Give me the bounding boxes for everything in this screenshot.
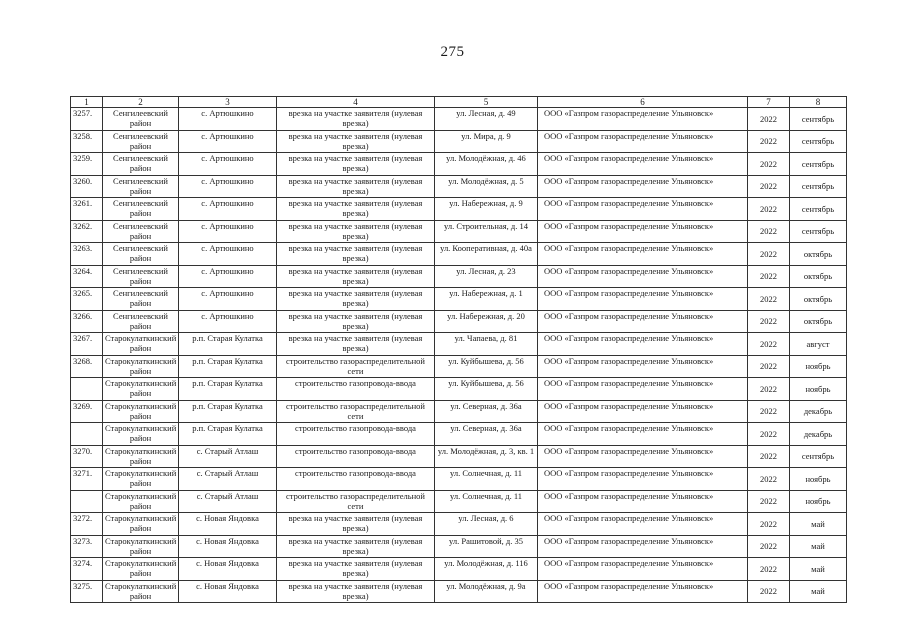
work-type-cell: строительство газопровода-ввода xyxy=(277,423,435,446)
district-cell: Сенгилеевский район xyxy=(103,130,179,153)
address-cell: ул. Солнечная, д. 11 xyxy=(435,468,538,491)
organization-cell: ООО «Газпром газораспределение Ульяновск» xyxy=(538,130,748,153)
organization-cell: ООО «Газпром газораспределение Ульяновск» xyxy=(538,333,748,356)
month-cell: сентябрь xyxy=(790,108,847,131)
month-cell: сентябрь xyxy=(790,130,847,153)
month-cell: сентябрь xyxy=(790,445,847,468)
work-type-cell: врезка на участке заявителя (нулевая врезка) xyxy=(277,175,435,198)
year-cell: 2022 xyxy=(748,288,790,311)
organization-cell: ООО «Газпром газораспределение Ульяновск» xyxy=(538,558,748,581)
organization-cell: ООО «Газпром газораспределение Ульяновск» xyxy=(538,108,748,131)
work-type-cell: строительство газораспределительной сети xyxy=(277,490,435,513)
settlement-cell: с. Артюшкино xyxy=(179,243,277,266)
table-row xyxy=(71,265,847,288)
table-row xyxy=(71,175,847,198)
district-cell: Старокулаткинский район xyxy=(103,468,179,491)
table-row xyxy=(71,535,847,558)
address-cell: ул. Молодёжная, д. 46 xyxy=(435,153,538,176)
page-number: 275 xyxy=(440,44,465,60)
table-row xyxy=(71,130,847,153)
year-cell: 2022 xyxy=(748,445,790,468)
work-type-cell: врезка на участке заявителя (нулевая врезка) xyxy=(277,558,435,581)
organization-cell: ООО «Газпром газораспределение Ульяновск» xyxy=(538,490,748,513)
organization-cell: ООО «Газпром газораспределение Ульяновск» xyxy=(538,288,748,311)
table-row xyxy=(71,378,847,401)
month-cell: май xyxy=(790,535,847,558)
row-number: 3266. xyxy=(71,310,103,333)
month-cell: ноябрь xyxy=(790,378,847,401)
row-number: 3272. xyxy=(71,513,103,536)
table-row xyxy=(71,198,847,221)
row-number: 3264. xyxy=(71,265,103,288)
organization-cell: ООО «Газпром газораспределение Ульяновск» xyxy=(538,513,748,536)
address-cell: ул. Северная, д. 36а xyxy=(435,400,538,423)
settlement-cell: с. Старый Атлаш xyxy=(179,445,277,468)
month-cell: сентябрь xyxy=(790,198,847,221)
work-type-cell: строительство газораспределительной сети xyxy=(277,400,435,423)
table-row xyxy=(71,153,847,176)
header-col-2: 2 xyxy=(103,97,179,108)
address-cell: ул. Северная, д. 36а xyxy=(435,423,538,446)
row-number: 3265. xyxy=(71,288,103,311)
year-cell: 2022 xyxy=(748,333,790,356)
table-row xyxy=(71,423,847,446)
district-cell: Старокулаткинский район xyxy=(103,580,179,603)
table-row xyxy=(71,558,847,581)
district-cell: Сенгилеевский район xyxy=(103,310,179,333)
year-cell: 2022 xyxy=(748,535,790,558)
row-number: 3274. xyxy=(71,558,103,581)
district-cell: Сенгилеевский район xyxy=(103,153,179,176)
row-number: 3261. xyxy=(71,198,103,221)
address-cell: ул. Солнечная, д. 11 xyxy=(435,490,538,513)
month-cell: ноябрь xyxy=(790,490,847,513)
organization-cell: ООО «Газпром газораспределение Ульяновск» xyxy=(538,468,748,491)
organization-cell: ООО «Газпром газораспределение Ульяновск» xyxy=(538,400,748,423)
address-cell: ул. Мира, д. 9 xyxy=(435,130,538,153)
settlement-cell: с. Артюшкино xyxy=(179,108,277,131)
settlement-cell: с. Артюшкино xyxy=(179,153,277,176)
district-cell: Старокулаткинский район xyxy=(103,490,179,513)
row-number: 3273. xyxy=(71,535,103,558)
month-cell: май xyxy=(790,580,847,603)
work-type-cell: строительство газораспределительной сети xyxy=(277,355,435,378)
settlement-cell: с. Артюшкино xyxy=(179,265,277,288)
district-cell: Сенгилеевский район xyxy=(103,108,179,131)
table-row xyxy=(71,108,847,131)
district-cell: Старокулаткинский район xyxy=(103,355,179,378)
district-cell: Старокулаткинский район xyxy=(103,535,179,558)
address-cell: ул. Набережная, д. 9 xyxy=(435,198,538,221)
row-number xyxy=(71,423,103,446)
row-number: 3260. xyxy=(71,175,103,198)
address-cell: ул. Строительная, д. 14 xyxy=(435,220,538,243)
year-cell: 2022 xyxy=(748,513,790,536)
district-cell: Старокулаткинский район xyxy=(103,400,179,423)
header-row xyxy=(71,97,847,108)
district-cell: Старокулаткинский район xyxy=(103,513,179,536)
year-cell: 2022 xyxy=(748,130,790,153)
address-cell: ул. Рашитовой, д. 35 xyxy=(435,535,538,558)
organization-cell: ООО «Газпром газораспределение Ульяновск» xyxy=(538,265,748,288)
address-cell: ул. Куйбышева, д. 56 xyxy=(435,378,538,401)
settlement-cell: с. Старый Атлаш xyxy=(179,468,277,491)
row-number: 3262. xyxy=(71,220,103,243)
table-row xyxy=(71,220,847,243)
organization-cell: ООО «Газпром газораспределение Ульяновск» xyxy=(538,220,748,243)
work-type-cell: врезка на участке заявителя (нулевая врезка) xyxy=(277,310,435,333)
district-cell: Сенгилеевский район xyxy=(103,243,179,266)
header-col-8: 8 xyxy=(790,97,847,108)
organization-cell: ООО «Газпром газораспределение Ульяновск» xyxy=(538,535,748,558)
year-cell: 2022 xyxy=(748,310,790,333)
year-cell: 2022 xyxy=(748,423,790,446)
organization-cell: ООО «Газпром газораспределение Ульяновск» xyxy=(538,445,748,468)
work-type-cell: врезка на участке заявителя (нулевая врезка) xyxy=(277,198,435,221)
year-cell: 2022 xyxy=(748,468,790,491)
district-cell: Сенгилеевский район xyxy=(103,175,179,198)
work-type-cell: врезка на участке заявителя (нулевая врезка) xyxy=(277,580,435,603)
month-cell: сентябрь xyxy=(790,175,847,198)
header-col-7: 7 xyxy=(748,97,790,108)
settlement-cell: с. Артюшкино xyxy=(179,288,277,311)
address-cell: ул. Кооперативная, д. 40а xyxy=(435,243,538,266)
settlement-cell: р.п. Старая Кулатка xyxy=(179,400,277,423)
row-number: 3263. xyxy=(71,243,103,266)
month-cell: октябрь xyxy=(790,310,847,333)
work-type-cell: строительство газопровода-ввода xyxy=(277,468,435,491)
row-number: 3258. xyxy=(71,130,103,153)
table-row xyxy=(71,288,847,311)
work-type-cell: строительство газопровода-ввода xyxy=(277,378,435,401)
month-cell: август xyxy=(790,333,847,356)
work-type-cell: врезка на участке заявителя (нулевая врезка) xyxy=(277,220,435,243)
month-cell: май xyxy=(790,558,847,581)
district-cell: Старокулаткинский район xyxy=(103,423,179,446)
table-body xyxy=(71,108,847,603)
district-cell: Сенгилеевский район xyxy=(103,220,179,243)
row-number: 3269. xyxy=(71,400,103,423)
month-cell: октябрь xyxy=(790,265,847,288)
address-cell: ул. Набережная, д. 1 xyxy=(435,288,538,311)
table-row xyxy=(71,445,847,468)
table-row xyxy=(71,580,847,603)
organization-cell: ООО «Газпром газораспределение Ульяновск» xyxy=(538,355,748,378)
row-number: 3271. xyxy=(71,468,103,491)
organization-cell: ООО «Газпром газораспределение Ульяновск» xyxy=(538,153,748,176)
settlement-cell: с. Артюшкино xyxy=(179,198,277,221)
district-cell: Старокулаткинский район xyxy=(103,333,179,356)
work-type-cell: врезка на участке заявителя (нулевая врезка) xyxy=(277,265,435,288)
year-cell: 2022 xyxy=(748,265,790,288)
month-cell: сентябрь xyxy=(790,220,847,243)
address-cell: ул. Чапаева, д. 81 xyxy=(435,333,538,356)
row-number: 3270. xyxy=(71,445,103,468)
row-number: 3259. xyxy=(71,153,103,176)
settlement-cell: с. Артюшкино xyxy=(179,220,277,243)
organization-cell: ООО «Газпром газораспределение Ульяновск» xyxy=(538,580,748,603)
year-cell: 2022 xyxy=(748,175,790,198)
table-row xyxy=(71,310,847,333)
district-cell: Сенгилеевский район xyxy=(103,198,179,221)
district-cell: Старокулаткинский район xyxy=(103,445,179,468)
header-col-5: 5 xyxy=(435,97,538,108)
work-type-cell: врезка на участке заявителя (нулевая врезка) xyxy=(277,108,435,131)
month-cell: октябрь xyxy=(790,288,847,311)
month-cell: декабрь xyxy=(790,423,847,446)
work-type-cell: врезка на участке заявителя (нулевая врезка) xyxy=(277,130,435,153)
month-cell: ноябрь xyxy=(790,355,847,378)
row-number: 3275. xyxy=(71,580,103,603)
year-cell: 2022 xyxy=(748,355,790,378)
month-cell: октябрь xyxy=(790,243,847,266)
organization-cell: ООО «Газпром газораспределение Ульяновск» xyxy=(538,198,748,221)
district-cell: Сенгилеевский район xyxy=(103,288,179,311)
address-cell: ул. Молодёжная, д. 9а xyxy=(435,580,538,603)
settlement-cell: с. Артюшкино xyxy=(179,175,277,198)
month-cell: май xyxy=(790,513,847,536)
settlement-cell: р.п. Старая Кулатка xyxy=(179,378,277,401)
work-type-cell: врезка на участке заявителя (нулевая врезка) xyxy=(277,288,435,311)
work-type-cell: врезка на участке заявителя (нулевая врезка) xyxy=(277,535,435,558)
header-col-3: 3 xyxy=(179,97,277,108)
settlement-cell: р.п. Старая Кулатка xyxy=(179,423,277,446)
settlement-cell: с. Артюшкино xyxy=(179,310,277,333)
row-number: 3257. xyxy=(71,108,103,131)
row-number xyxy=(71,490,103,513)
settlement-cell: с. Новая Яндовка xyxy=(179,558,277,581)
month-cell: сентябрь xyxy=(790,153,847,176)
row-number: 3268. xyxy=(71,355,103,378)
settlement-cell: с. Артюшкино xyxy=(179,130,277,153)
settlement-cell: с. Новая Яндовка xyxy=(179,513,277,536)
address-cell: ул. Куйбышева, д. 56 xyxy=(435,355,538,378)
work-type-cell: врезка на участке заявителя (нулевая врезка) xyxy=(277,153,435,176)
month-cell: декабрь xyxy=(790,400,847,423)
register-table xyxy=(70,96,847,603)
year-cell: 2022 xyxy=(748,378,790,401)
year-cell: 2022 xyxy=(748,153,790,176)
address-cell: ул. Набережная, д. 20 xyxy=(435,310,538,333)
district-cell: Старокулаткинский район xyxy=(103,378,179,401)
address-cell: ул. Молодёжная, д. 116 xyxy=(435,558,538,581)
year-cell: 2022 xyxy=(748,243,790,266)
address-cell: ул. Молодёжная, д. 5 xyxy=(435,175,538,198)
year-cell: 2022 xyxy=(748,108,790,131)
year-cell: 2022 xyxy=(748,558,790,581)
settlement-cell: с. Новая Яндовка xyxy=(179,535,277,558)
table-row xyxy=(71,355,847,378)
year-cell: 2022 xyxy=(748,400,790,423)
work-type-cell: врезка на участке заявителя (нулевая врезка) xyxy=(277,333,435,356)
settlement-cell: р.п. Старая Кулатка xyxy=(179,355,277,378)
settlement-cell: с. Старый Атлаш xyxy=(179,490,277,513)
district-cell: Сенгилеевский район xyxy=(103,265,179,288)
organization-cell: ООО «Газпром газораспределение Ульяновск» xyxy=(538,378,748,401)
header-col-4: 4 xyxy=(277,97,435,108)
settlement-cell: с. Новая Яндовка xyxy=(179,580,277,603)
work-type-cell: врезка на участке заявителя (нулевая врезка) xyxy=(277,243,435,266)
year-cell: 2022 xyxy=(748,580,790,603)
row-number: 3267. xyxy=(71,333,103,356)
year-cell: 2022 xyxy=(748,198,790,221)
header-col-6: 6 xyxy=(538,97,748,108)
address-cell: ул. Лесная, д. 23 xyxy=(435,265,538,288)
organization-cell: ООО «Газпром газораспределение Ульяновск» xyxy=(538,243,748,266)
table-row xyxy=(71,468,847,491)
table-row xyxy=(71,243,847,266)
row-number xyxy=(71,378,103,401)
month-cell: ноябрь xyxy=(790,468,847,491)
district-cell: Старокулаткинский район xyxy=(103,558,179,581)
address-cell: ул. Лесная, д. 6 xyxy=(435,513,538,536)
table-row xyxy=(71,490,847,513)
table-row xyxy=(71,513,847,536)
work-type-cell: строительство газопровода-ввода xyxy=(277,445,435,468)
header-col-1: 1 xyxy=(71,97,103,108)
organization-cell: ООО «Газпром газораспределение Ульяновск» xyxy=(538,423,748,446)
table-row xyxy=(71,400,847,423)
work-type-cell: врезка на участке заявителя (нулевая врезка) xyxy=(277,513,435,536)
year-cell: 2022 xyxy=(748,220,790,243)
address-cell: ул. Молодёжная, д. 3, кв. 1 xyxy=(435,445,538,468)
table-row xyxy=(71,333,847,356)
organization-cell: ООО «Газпром газораспределение Ульяновск» xyxy=(538,175,748,198)
address-cell: ул. Лесная, д. 49 xyxy=(435,108,538,131)
organization-cell: ООО «Газпром газораспределение Ульяновск» xyxy=(538,310,748,333)
settlement-cell: р.п. Старая Кулатка xyxy=(179,333,277,356)
year-cell: 2022 xyxy=(748,490,790,513)
